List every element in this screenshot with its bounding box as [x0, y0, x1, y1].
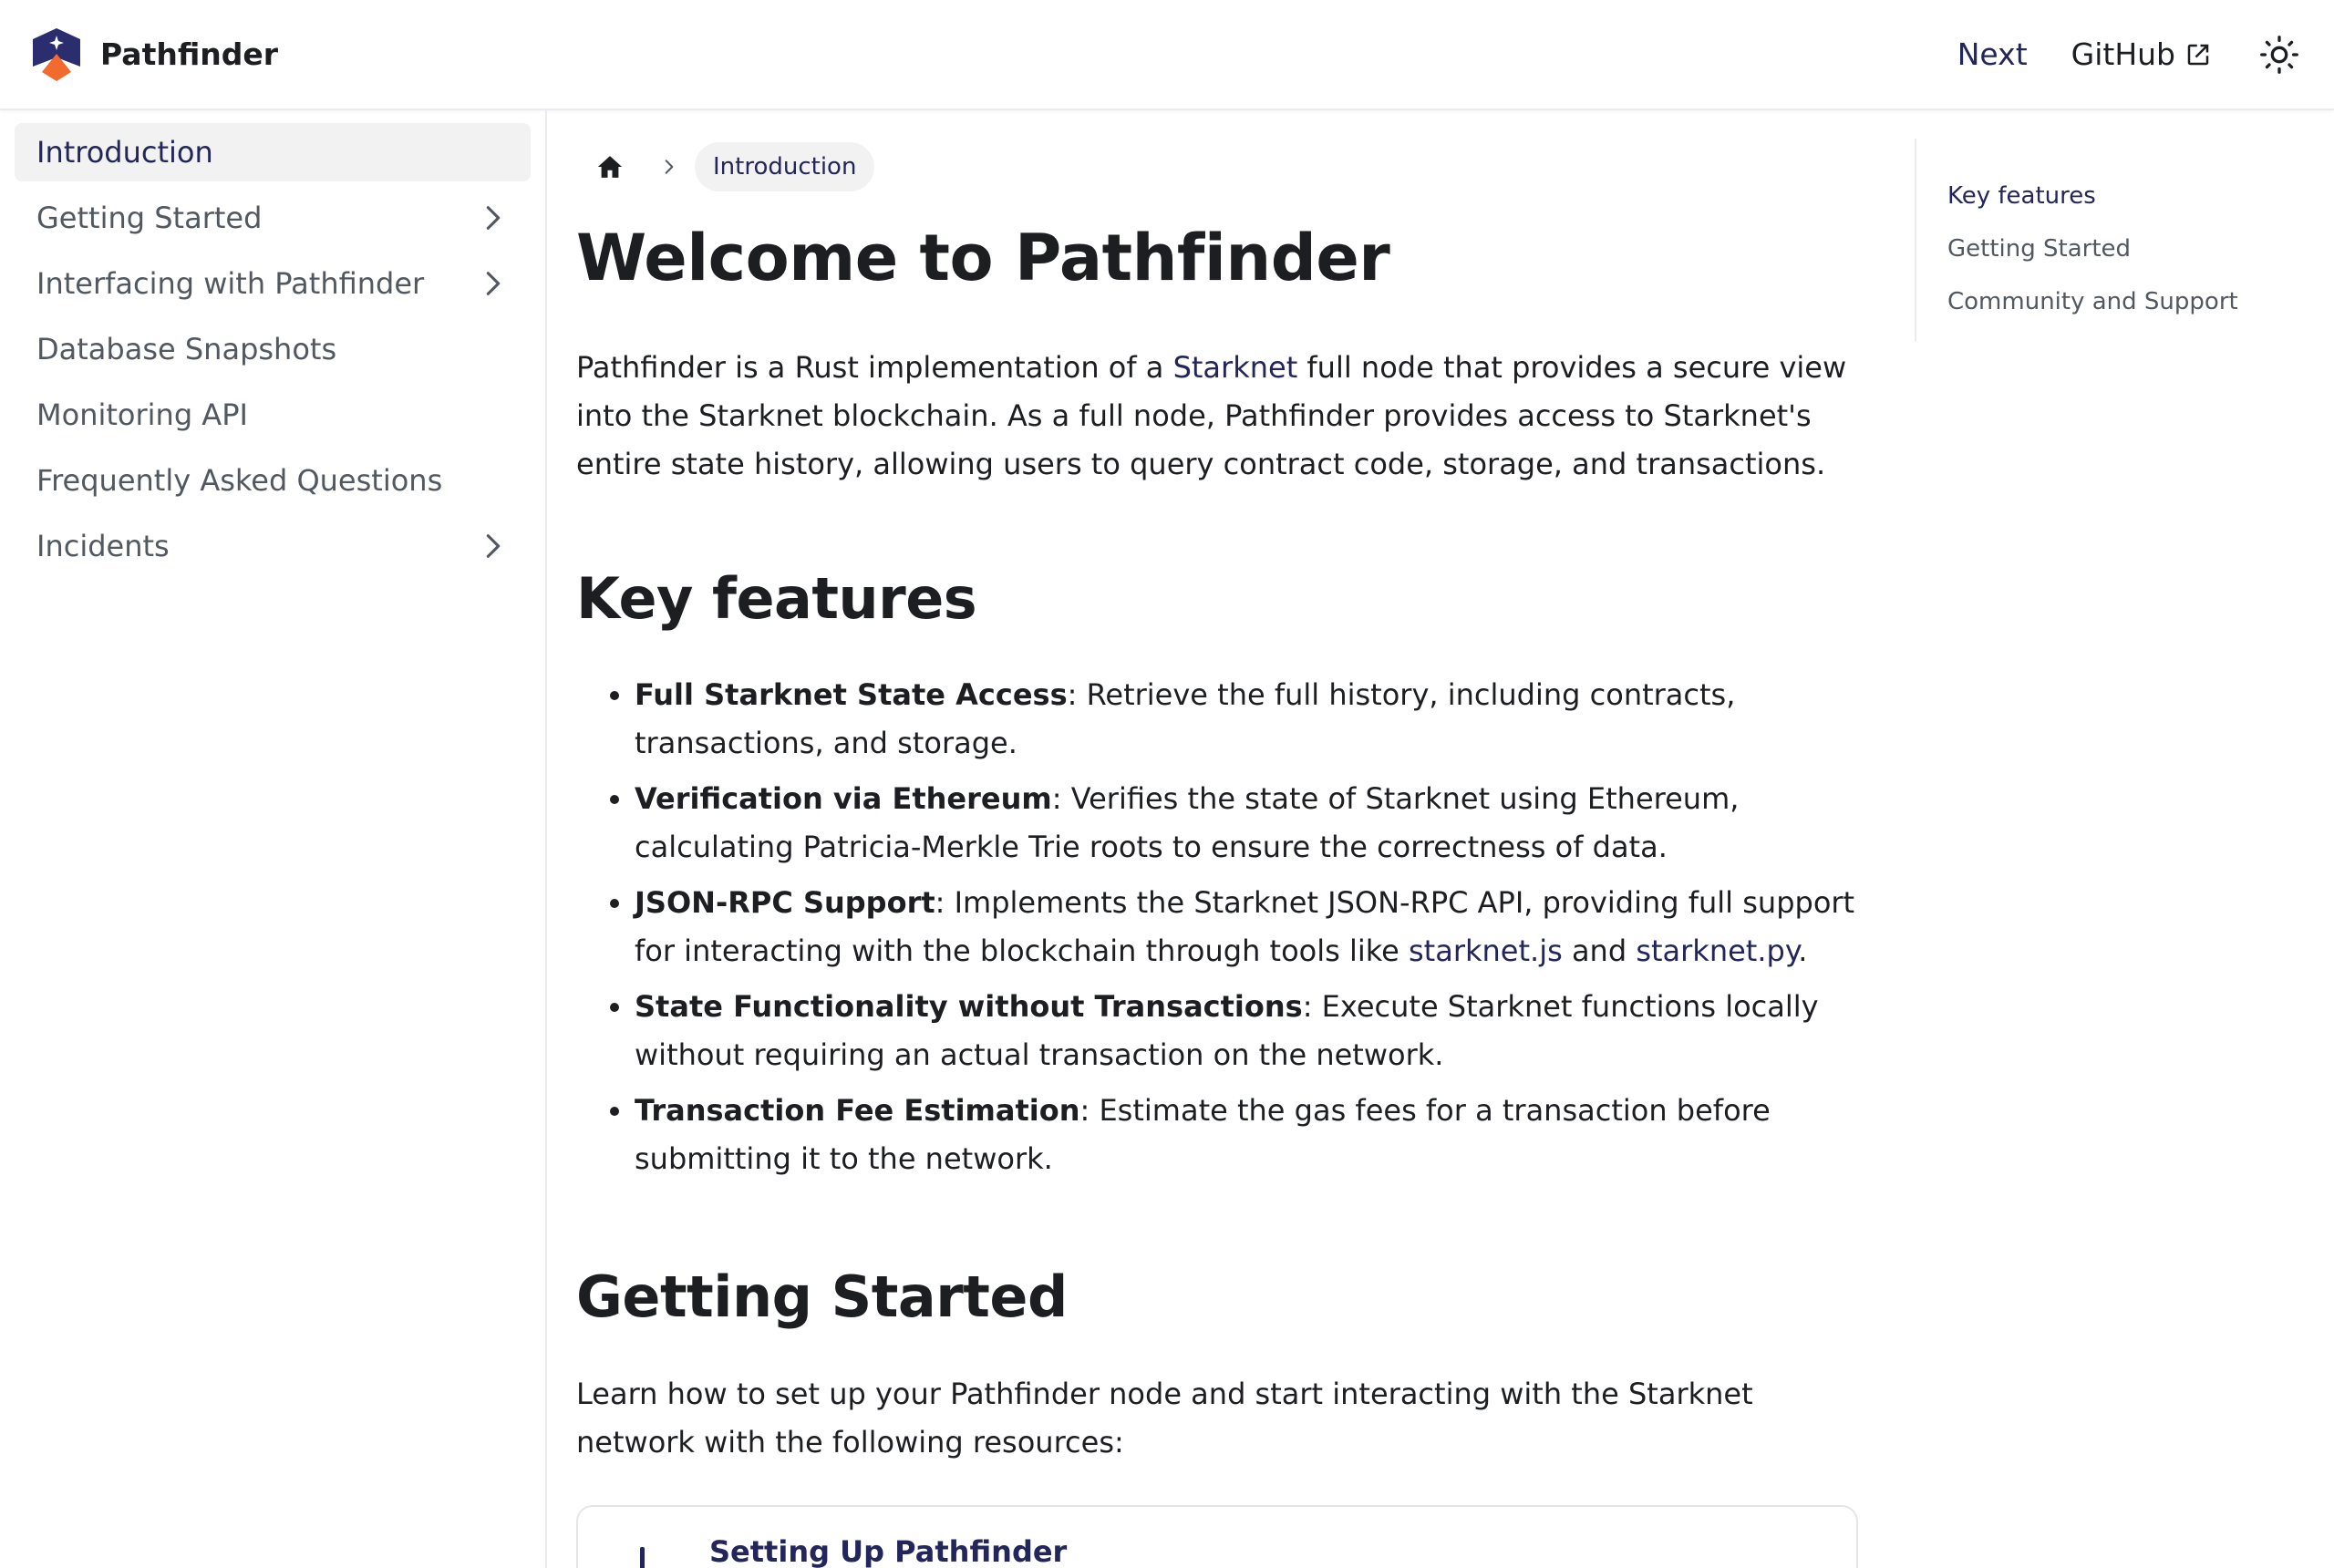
external-link-icon — [2184, 41, 2212, 68]
list-item — [635, 1087, 1862, 1183]
card-accent-bar — [640, 1547, 645, 1568]
intro-paragraph — [576, 344, 1862, 489]
main-content — [576, 110, 1862, 1568]
sun-icon — [2259, 35, 2299, 75]
getting-started-paragraph: Learn how to set up your Pathfinder node and start interacting with the Starknet network with the following resources: — [576, 1376, 1753, 1460]
github-label: GitHub — [2071, 36, 2175, 72]
list-item — [635, 775, 1862, 872]
sidebar — [0, 110, 547, 1568]
sidebar-item-label: Introduction — [36, 135, 213, 170]
chevron-right-icon[interactable] — [478, 268, 509, 299]
feature-text: : Execute Starknet functions locally without requiring an actual transaction on the network. — [635, 989, 1819, 1073]
toc-item-community-support[interactable]: Community and Support — [1947, 288, 2238, 315]
navbar-right — [1957, 31, 2303, 78]
features-list — [576, 671, 1862, 1183]
theme-toggle-button[interactable] — [2256, 31, 2303, 78]
sidebar-item-database-snapshots[interactable] — [15, 320, 531, 378]
toc-item-getting-started[interactable]: Getting Started — [1947, 235, 2132, 263]
feature-title: Full Starknet State Access — [635, 677, 1068, 713]
intro-text: Pathfinder is a Rust implementation of a — [576, 350, 1173, 385]
intro-text: full node that provides a secure view into the Starknet blockchain. As a full node, Pathfinder provides access to Starknet's entire state history, allowing users to query contract code, storage, and transactions. — [576, 350, 1847, 481]
breadcrumb-separator-icon — [660, 158, 678, 176]
feature-title: JSON-RPC Support — [635, 885, 935, 921]
feature-title: State Functionality without Transactions — [635, 989, 1303, 1025]
sidebar-item-label: Getting Started — [36, 201, 263, 235]
brand-title: Pathfinder — [100, 36, 279, 72]
sidebar-item-faq[interactable] — [15, 451, 531, 510]
page-title: Welcome to Pathfinder — [576, 221, 1390, 295]
top-navbar — [0, 0, 2334, 110]
feature-title: Transaction Fee Estimation — [635, 1093, 1080, 1129]
starknet-py-link[interactable]: starknet.py — [1636, 934, 1799, 969]
feature-text: : Retrieve the full history, including contracts, transactions, and storage. — [635, 677, 1736, 761]
sidebar-item-label: Frequently Asked Questions — [36, 463, 443, 498]
toc-item-key-features[interactable]: Key features — [1947, 182, 2096, 210]
sidebar-item-monitoring-api[interactable] — [15, 386, 531, 444]
sidebar-item-label: Interfacing with Pathfinder — [36, 266, 425, 301]
breadcrumb-current: Introduction — [695, 142, 874, 191]
sidebar-item-introduction[interactable] — [15, 123, 531, 181]
starknet-link[interactable]: Starknet — [1172, 350, 1298, 385]
sidebar-item-interfacing[interactable] — [15, 254, 531, 313]
getting-started-heading: Getting Started — [576, 1264, 1068, 1331]
key-features-heading: Key features — [576, 565, 977, 632]
list-item — [635, 671, 1862, 768]
starknet-js-link[interactable]: starknet.js — [1409, 934, 1563, 969]
card-title[interactable]: Setting Up Pathfinder — [709, 1533, 1068, 1568]
feature-text: . — [1798, 934, 1808, 969]
setting-up-card[interactable] — [576, 1505, 1858, 1568]
feature-text: : Estimate the gas fees for a transaction before submitting it to the network. — [635, 1093, 1771, 1177]
home-icon[interactable] — [596, 153, 624, 181]
feature-text: and — [1562, 934, 1637, 969]
sidebar-item-label: Incidents — [36, 529, 170, 563]
sidebar-item-label: Database Snapshots — [36, 332, 337, 366]
brand-link[interactable] — [31, 26, 278, 83]
github-link[interactable] — [2071, 36, 2212, 72]
pathfinder-logo-icon — [31, 26, 82, 83]
feature-title: Verification via Ethereum — [635, 781, 1052, 817]
chevron-right-icon[interactable] — [478, 531, 509, 562]
sidebar-item-incidents[interactable] — [15, 517, 531, 575]
table-of-contents — [1915, 139, 2307, 341]
list-item — [635, 983, 1862, 1079]
list-item — [635, 879, 1862, 975]
feature-text: : Verifies the state of Starknet using Ethereum, calculating Patricia-Merkle Trie roots to ensure the correctness of data. — [635, 781, 1740, 865]
next-link[interactable]: Next — [1957, 36, 2028, 72]
chevron-right-icon[interactable] — [478, 202, 509, 233]
sidebar-item-label: Monitoring API — [36, 397, 248, 432]
breadcrumb — [576, 138, 1862, 196]
sidebar-item-getting-started[interactable] — [15, 189, 531, 247]
feature-text: : Implements the Starknet JSON-RPC API, providing full support for interacting with the blockchain through tools like — [635, 885, 1855, 969]
